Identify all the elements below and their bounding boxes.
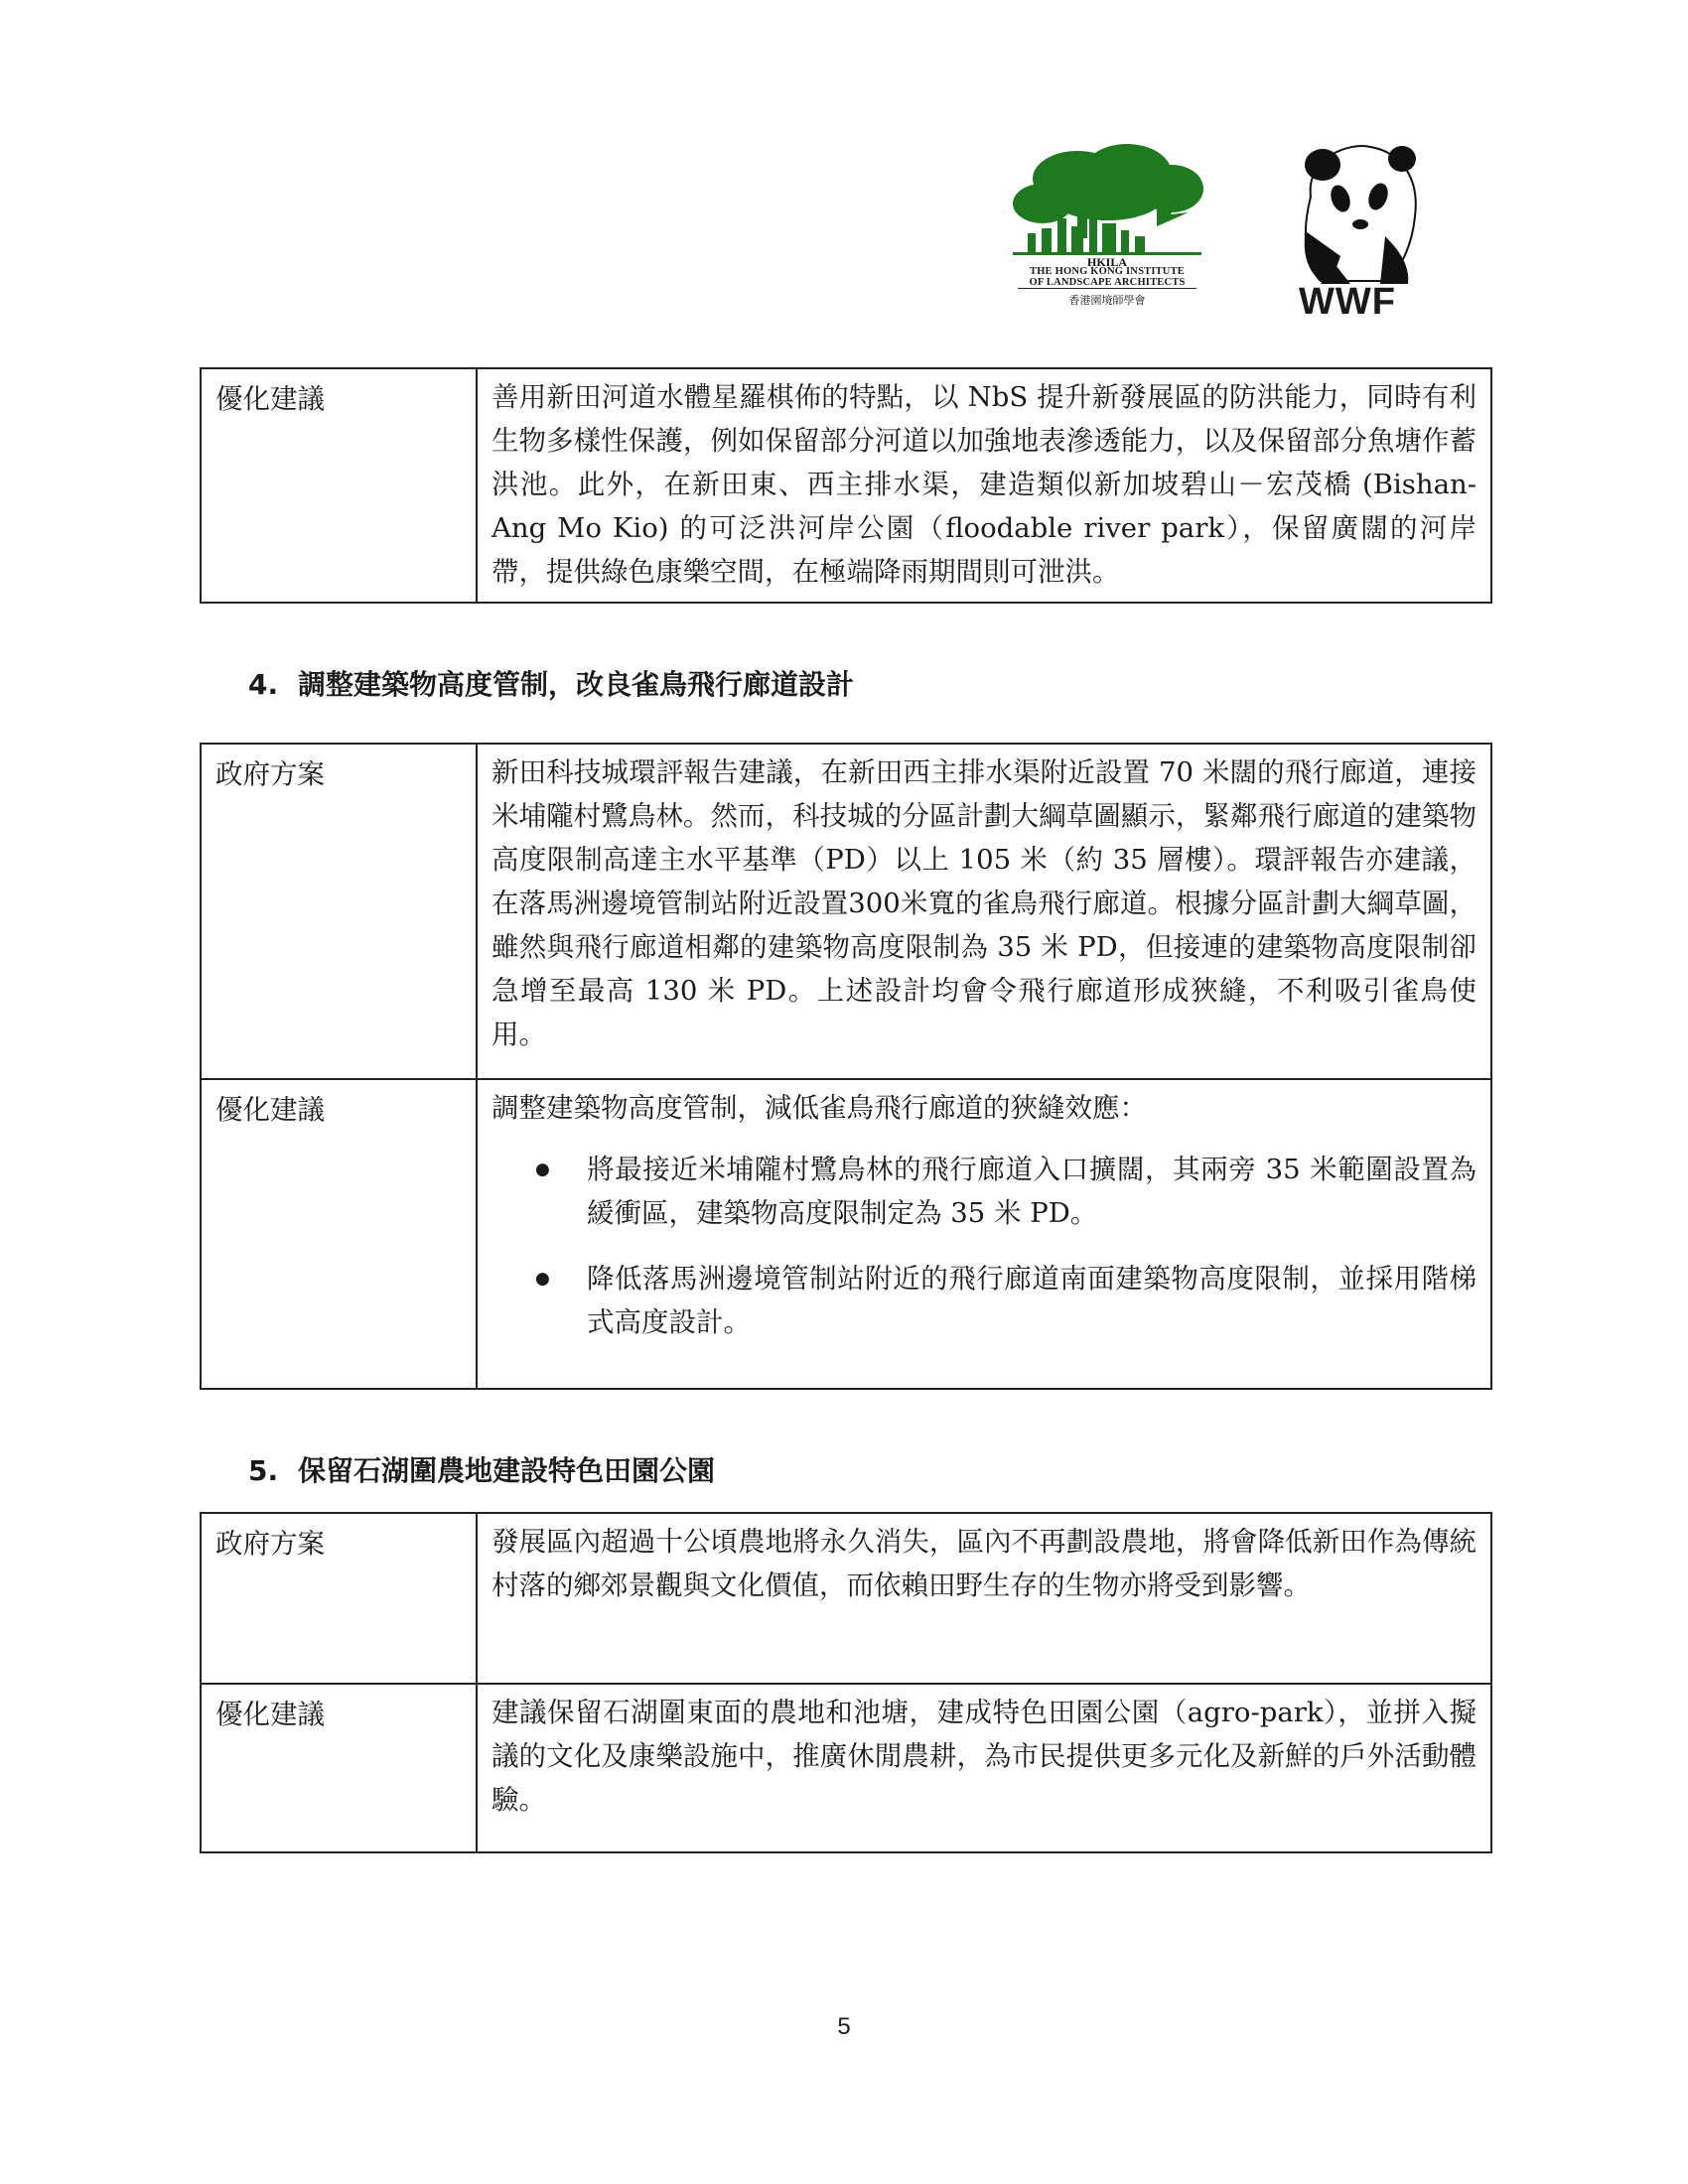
table-row — [201, 1513, 1491, 1684]
row-body — [477, 1079, 1491, 1389]
table-section-5 — [200, 1512, 1492, 1853]
row-label: 優化建議 — [201, 1079, 477, 1389]
table-row — [201, 1079, 1491, 1389]
table-section-4 — [200, 743, 1492, 1390]
table-flood-recommendation — [200, 367, 1492, 604]
wwf-logo — [1291, 137, 1430, 326]
row-body: 善用新田河道水體星羅棋佈的特點，以 NbS 提升新發展區的防洪能力，同時有利生物多樣性保護，例如保留部分河道以加強地表滲透能力，以及保留部分魚塘作蓄洪池。此外，在新田東、西主排水渠，建造類似新加坡碧山－宏茂橋 (Bishan-Ang Mo Kio) 的可泛洪河岸公園（floodable river park），保留廣闊的河岸帶，提供綠色康樂空間，在極端降雨期間則可泄洪。 — [477, 368, 1491, 603]
hkila-abbr: HKILA — [1086, 255, 1128, 268]
hkila-tree-icon — [1008, 139, 1206, 268]
list-item: ● 將最接近米埔隴村鷺鳥林的飛行廊道入口擴闊，其兩旁 35 米範圍設置為緩衝區，建築物高度限制定為 35 米 PD。 — [587, 1148, 1477, 1235]
list-item: ● 降低落馬洲邊境管制站附近的飛行廊道南面建築物高度限制，並採用階梯式高度設計。 — [587, 1257, 1477, 1344]
table-row — [201, 744, 1491, 1079]
wwf-wordmark: WWF — [1299, 281, 1396, 323]
section-number: 5. — [248, 1454, 279, 1487]
row-label: 政府方案 — [201, 744, 477, 1079]
section-title: 保留石湖圍農地建設特色田園公園 — [298, 1454, 716, 1487]
row-label: 優化建議 — [201, 1684, 477, 1852]
row-body: 新田科技城環評報告建議，在新田西主排水渠附近設置 70 米闊的飛行廊道，連接米埔隴村鷺鳥林。然而，科技城的分區計劃大綱草圖顯示，緊鄰飛行廊道的建築物高度限制高達主水平基準（PD）以上 105 米（約 35 層樓）。環評報告亦建議，在落馬洲邊境管制站附近設置300米寬的雀鳥飛行廊道。根據分區計劃大綱草圖，雖然與飛行廊道相鄰的建築物高度限制為 35 米 PD，但接連的建築物高度限制卻急增至最高 130 米 PD。上述設計均會令飛行廊道形成狹縫，不利吸引雀鳥使用。 — [477, 744, 1491, 1079]
recommendation-intro: 調整建築物高度管制，減低雀鳥飛行廊道的狹縫效應： — [492, 1092, 1147, 1124]
hkila-logo — [1008, 139, 1206, 323]
row-label: 政府方案 — [201, 1513, 477, 1684]
section-number: 4. — [248, 668, 279, 701]
section-4-heading — [248, 663, 854, 703]
hkila-name: THE HONG KONG INSTITUTE OF LANDSCAPE ARCHITECTS — [1029, 266, 1186, 288]
table-row — [201, 1684, 1491, 1852]
hkila-chinese-name: 香港園境師學會 — [1068, 294, 1146, 307]
panda-icon — [1291, 137, 1430, 286]
row-body: 發展區內超過十公頃農地將永久消失，區內不再劃設農地，將會降低新田作為傳統村落的鄉郊景觀與文化價值，而依賴田野生存的生物亦將受到影響。 — [477, 1513, 1491, 1684]
hkila-divider — [1018, 288, 1196, 289]
section-title: 調整建築物高度管制，改良雀鳥飛行廊道設計 — [298, 668, 855, 701]
table-row — [201, 368, 1491, 603]
recommendation-list — [492, 1148, 1477, 1344]
section-5-heading — [248, 1449, 715, 1489]
page-number: 5 — [837, 2013, 851, 2040]
row-label: 優化建議 — [201, 368, 477, 603]
row-body: 建議保留石湖圍東面的農地和池塘，建成特色田園公園（agro-park），並拼入擬議的文化及康樂設施中，推廣休閒農耕，為市民提供更多元化及新鮮的戶外活動體驗。 — [477, 1684, 1491, 1852]
